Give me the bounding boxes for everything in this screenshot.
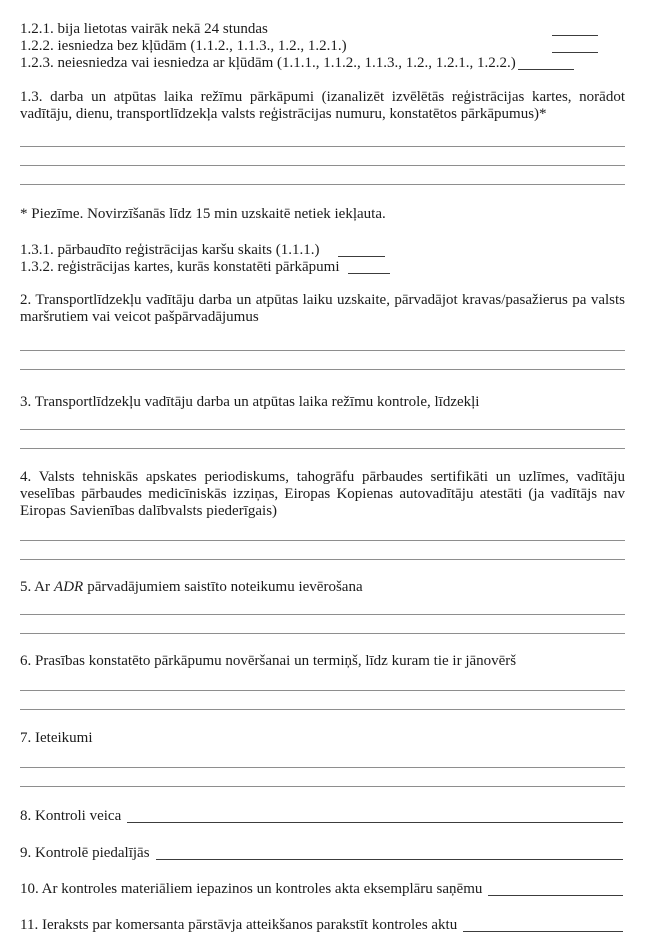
ruled-lines-group-7 [20, 749, 625, 787]
section-2-paragraph: 2. Transportlīdzekļu vadītāju darba un atpūtas laiku uzskaite, pārvadājot kravas/pasažierus pa valsts maršrutiem vai veicot pašpārvadājumus [20, 292, 625, 325]
ruled-lines-group-4 [20, 522, 625, 560]
fill-in-line [488, 894, 623, 896]
form-line-1-2-2 [20, 38, 625, 55]
form-line-1-3-1 [20, 242, 625, 259]
item-1-3-2-label: 1.3.2. reģistrācijas kartes, kurās konstatēti pārkāpumi [20, 259, 340, 275]
ruled-line [20, 672, 625, 691]
item-1-3-1-label: 1.3.1. pārbaudīto reģistrācijas karšu skaits (1.1.1.) [20, 242, 320, 258]
ruled-line [20, 749, 625, 768]
form-line-9 [20, 845, 625, 862]
section-5-paragraph [20, 579, 625, 596]
ruled-line [20, 596, 625, 615]
ruled-line [20, 768, 625, 787]
ruled-line [20, 615, 625, 634]
ruled-line [20, 351, 625, 370]
form-line-11 [20, 917, 625, 934]
form-line-10 [20, 881, 625, 898]
ruled-lines-group-3 [20, 411, 625, 449]
section-4-paragraph: 4. Valsts tehniskās apskates periodiskums, tahogrāfu pārbaudes sertifikāti un uzlīmes, vadītāju veselības pārbaudes medicīniskās izziņas, Eiropas Kopienas autovadītāju atestāti (ja vadītājs nav Eiropas Savienības dalībvalsts piederīgais) [20, 469, 625, 519]
fill-in-blank [518, 68, 574, 70]
ruled-lines-group-6 [20, 672, 625, 710]
fill-in-line [127, 821, 623, 823]
item-1-2-2-label: 1.2.2. iesniedza bez kļūdām (1.1.2., 1.1.3., 1.2., 1.2.1.) [20, 38, 347, 54]
ruled-line [20, 541, 625, 560]
form-line-1-3-2 [20, 259, 625, 276]
ruled-line [20, 411, 625, 430]
ruled-lines-group-2 [20, 332, 625, 370]
fill-in-blank [552, 34, 598, 36]
ruled-line [20, 166, 625, 185]
section-5-suffix: pārvadājumiem saistīto noteikumu ievērošana [87, 579, 363, 595]
ruled-lines-group-1-3 [20, 128, 625, 185]
item-11-label: 11. Ieraksts par komersanta pārstāvja atteikšanos parakstīt kontroles aktu [20, 917, 458, 933]
fill-in-blank [338, 255, 385, 257]
form-line-1-2-3 [20, 55, 625, 72]
section-5-prefix: 5. Ar [20, 579, 50, 595]
item-1-2-3-label: 1.2.3. neiesniedza vai iesniedza ar kļūdām (1.1.1., 1.1.2., 1.1.3., 1.2., 1.2.1., 1.2.2.) [20, 55, 516, 71]
ruled-line [20, 522, 625, 541]
section-6-paragraph: 6. Prasības konstatēto pārkāpumu novēršanai un termiņš, līdz kuram tie ir jānovērš [20, 653, 517, 669]
section-7-paragraph: 7. Ieteikumi [20, 730, 93, 746]
ruled-lines-group-5 [20, 596, 625, 634]
fill-in-line [463, 930, 623, 932]
section-3-paragraph: 3. Transportlīdzekļu vadītāju darba un atpūtas laika režīmu kontrole, līdzekļi [20, 394, 480, 410]
section-1-3-paragraph: 1.3. darba un atpūtas laika režīmu pārkāpumi (izanalizēt izvēlētās reģistrācijas kartes, norādot vadītāju, dienu, transportlīdzekļa valsts reģistrācijas numuru, konstatētos pārkāpumus)* [20, 89, 625, 122]
ruled-line [20, 128, 625, 147]
item-10-label: 10. Ar kontroles materiāliem iepazinos un kontroles akta eksemplāru saņēmu [20, 881, 483, 897]
ruled-line [20, 691, 625, 710]
item-9-label: 9. Kontrolē piedalījās [20, 845, 150, 861]
form-line-8 [20, 808, 625, 825]
fill-in-line [156, 858, 623, 860]
ruled-line [20, 147, 625, 166]
form-line-1-2-1 [20, 21, 625, 38]
ruled-line [20, 332, 625, 351]
footnote-text: * Piezīme. Novirzīšanās līdz 15 min uzskaitē netiek iekļauta. [20, 206, 386, 222]
fill-in-blank [552, 51, 598, 53]
ruled-line [20, 430, 625, 449]
item-8-label: 8. Kontroli veica [20, 808, 122, 824]
item-1-2-1-label: 1.2.1. bija lietotas vairāk nekā 24 stundas [20, 21, 268, 37]
section-5-adr-term: ADR [54, 579, 84, 595]
fill-in-blank [348, 272, 390, 274]
